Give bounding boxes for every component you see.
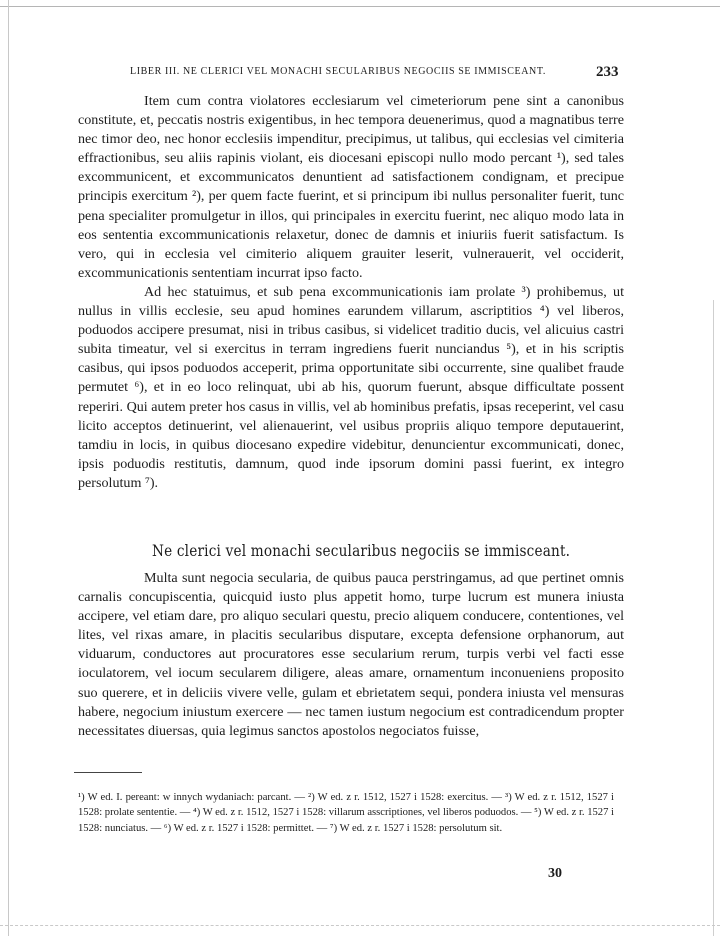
footnotes: ¹) W ed. I. pereant: w innych wydaniach: parcant. — ²) W ed. z r. 1512, 1527 i 1528: exercitus. — ³) W ed. z r. 1512, 1527 i 1528: prolate sententie. — ⁴) W ed. z r. 1512, 1527 i 1528: villarum asscriptiones, vel liberos poduodos. — ⁵) W ed. z r. 1527 i 1528: nunciatus. — ⁶) W ed. z r. 1527 i 1528: permittet. — ⁷) W ed. z r. 1527 i 1528: persolutum sit. <box>78 792 614 834</box>
page-number: 233 <box>596 64 619 80</box>
page-right-edge <box>713 300 714 936</box>
main-text <box>78 92 624 493</box>
signature-mark: 30 <box>548 866 562 881</box>
section-text <box>78 569 624 741</box>
paragraph: Multa sunt negocia secularia, de quibus pauca perstringamus, ad que pertinet omnis carnalis concupiscentia, quicquid iusto plus appetit homo, turpe lucrum est munera iniusta accipere, vel etiam dare, pro aliquo seculari questu, precio aliquem conducere, contentiones, vel lites, vel rixas amare, in placitis secularibus disputare, excepta defensione orphanorum, aut viduarum, conductores aut procuratores esse secularium rerum, turpis verbi vel facti esse ioculatorem, vel iocum secularem diligere, aleas amare, ornamentum inconueniens proposito suo querere, et in deliciis vivere velle, gulam et ebrietatem sequi, pondera iniusta vel mensuras habere, negocium iniustum exercere — nec tamen iustum negocium est contradicendum propter necessitates diuersas, quia legimus sanctos apostolos negociatos fuisse, <box>78 570 624 739</box>
page-top-edge <box>0 6 720 7</box>
running-head: LIBER III. NE CLERICI VEL MONACHI SECULARIBUS NEGOCIIS SE IMMISCEANT. <box>130 66 546 77</box>
section-title: Ne clerici vel monachi secularibus negociis se immisceant. <box>152 542 571 560</box>
page-left-edge <box>8 0 9 936</box>
paragraph: Item cum contra violatores ecclesiarum vel cimeteriorum pene sint a canonibus constitute, et, peccatis nostris exigentibus, in hec tempora deuenerimus, quod a magnatibus terre nec timor deo, nec honor ecclesiis impenditur, precipimus, ut talibus, qui ecclesias vel cimiteria effractionibus, seu aliis rapinis violant, eis diocesani episcopi nullo modo percant ¹), sed tales excommunicent, et excommunicatos denuntient ad satisfactionem condignam, et precipue principis exercitum ²), per quem facte fuerint, et si principum ibi nullus personaliter fuerit, tunc pena specialiter promulgetur in illos, qui principales in exercitu fuerint, nec aliquo modo lata in eos sententia excommunicationis relaxetur, donec de damnis et iniuriis fuerit satisfactum. Is vero, qui in ecclesia vel cimiterio aliquem grauiter leserit, vulnerauerit, vel occiderit, excommunicationis sententiam incurrat ipso facto. <box>78 93 624 281</box>
paragraph: Ad hec statuimus, et sub pena excommunicationis iam prolate ³) prohibemus, ut nullus in villis ecclesie, seu apud homines earundem villarum, ascriptitios ⁴) vel liberos, poduodos accipere presumat, nisi in tribus casibus, si videlicet traditio ducis, vel alicuius castri subita timeatur, vel si exercitus in terram ingrediens fuerit nunciandus ⁵), et in his scriptis casibus, qui ipsos poduodos acceperit, prima opportunitate sibi occurrente, sine qualibet fraude permutet ⁶), et in eo loco relinquat, ubi ab his, quorum fuerunt, absque difficultate possent reperiri. Qui autem preter hos casus in villis, vel ab hominibus prefatis, ipsas receperint, vel casu licito acceptos detinuerint, vel alienauerint, vel usibus propriis aliquo tempore deputauerint, tamdiu in locis, in quibus diocesano expedire videbitur, denuncientur excommunicati, donec, ipsis poduodis restitutis, damnum, quod inde ipsorum domini passi fuerint, ex integro persolutum ⁷). <box>78 283 624 491</box>
page-bottom-edge <box>0 925 720 926</box>
footnote-rule <box>74 772 142 773</box>
